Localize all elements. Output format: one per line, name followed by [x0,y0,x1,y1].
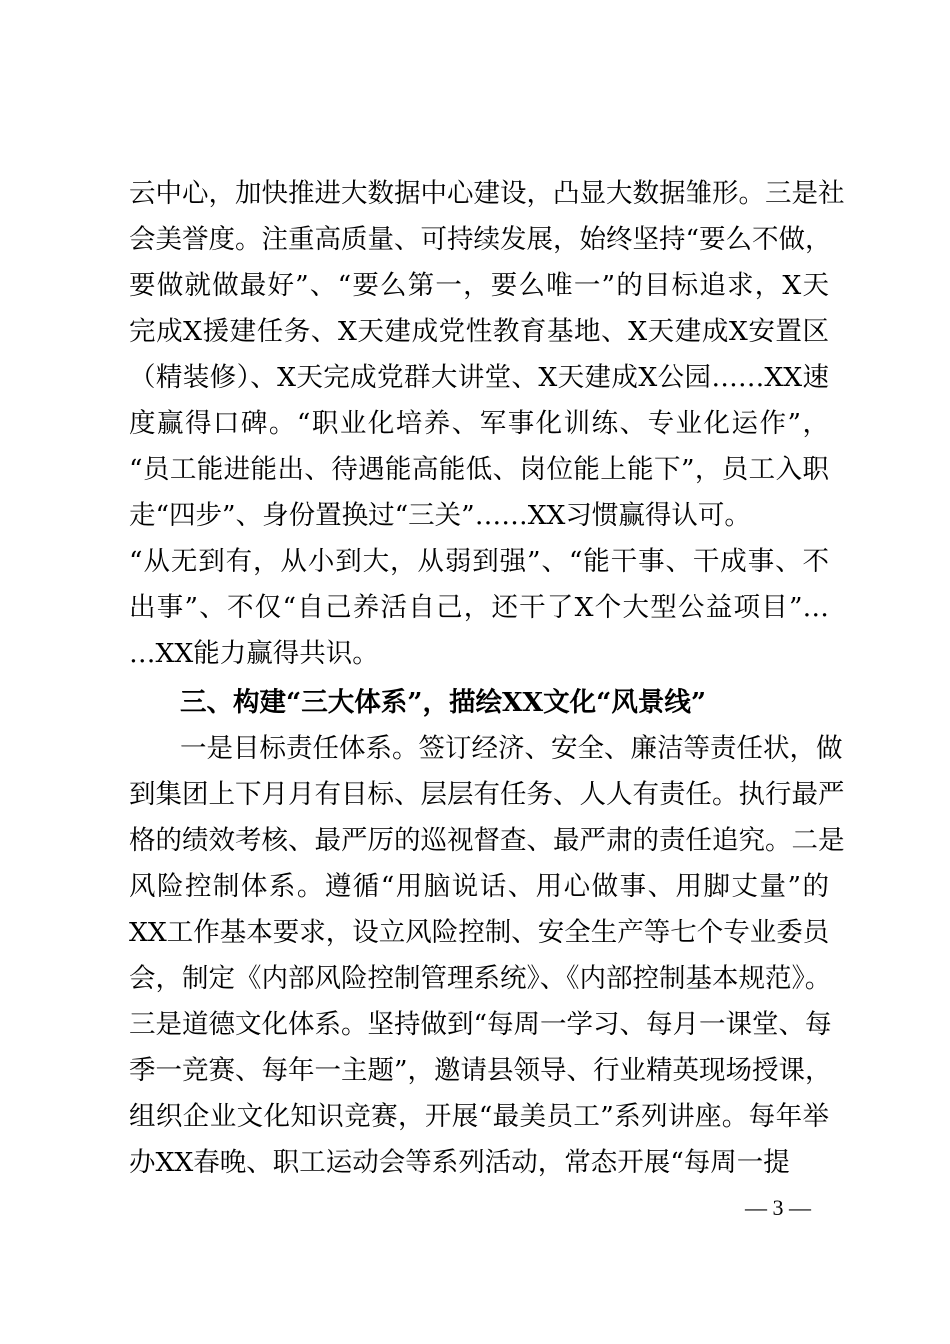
text-line: 出事”、不仅“自己养活自己，还干了X个大型公益项目”… [129,592,829,623]
text-line: 云中心，加快推进大数据中心建设，凸显大数据雏形。三是社 [129,178,845,209]
text-line: XX工作基本要求，设立风险控制、安全生产等七个专业委员 [129,917,830,948]
text-line: 一是目标责任体系。签订经济、安全、廉洁等责任状，做 [180,733,843,764]
text-line: 完成X援建任务、X天建成党性教育基地、X天建成X安置区 [129,316,829,347]
page-number: — 3 — [745,1195,811,1220]
section-heading: 三、构建“三大体系”，描绘XX文化“风景线” [180,687,707,718]
text-line: 季一竞赛、每年一主题”，邀请县领导、行业精英现场授课， [129,1055,832,1086]
text-line: 到集团上下月月有目标、层层有任务、人人有责任。执行最严 [129,779,845,810]
text-line: 风险控制体系。遵循“用脑说话、用心做事、用脚丈量”的 [129,871,829,902]
text-line: 办XX春晚、职工运动会等系列活动，常态开展“每周一提 [129,1147,790,1178]
text-line: …XX能力赢得共识。 [129,638,379,669]
text-line: 会美誉度。注重高质量、可持续发展，始终坚持“要么不做， [129,224,832,255]
text-line: 格的绩效考核、最严厉的巡视督查、最严肃的责任追究。二是 [129,825,845,856]
text-line: “从无到有，从小到大，从弱到强”、“能干事、干成事、不 [129,546,829,577]
text-line: 组织企业文化知识竞赛，开展“最美员工”系列讲座。每年举 [129,1101,829,1132]
text-line: 三是道德文化体系。坚持做到“每周一学习、每月一课堂、每 [129,1009,832,1040]
text-line: 走“四步”、身份置换过“三关”……XX习惯赢得认可。 [129,500,751,531]
text-line: （精装修）、X天完成党群大讲堂、X天建成X公园……XX速 [129,362,829,393]
text-line: 要做就做最好”、“要么第一，要么唯一”的目标追求，X天 [129,270,829,301]
text-line: “员工能进能出、待遇能高能低、岗位能上能下”，员工入职 [129,454,829,485]
text-line: 度赢得口碑。“职业化培养、军事化训练、专业化运作”， [129,408,829,439]
text-line: 会，制定《内部风险控制管理系统》、《内部控制基本规范》。 [129,963,832,994]
